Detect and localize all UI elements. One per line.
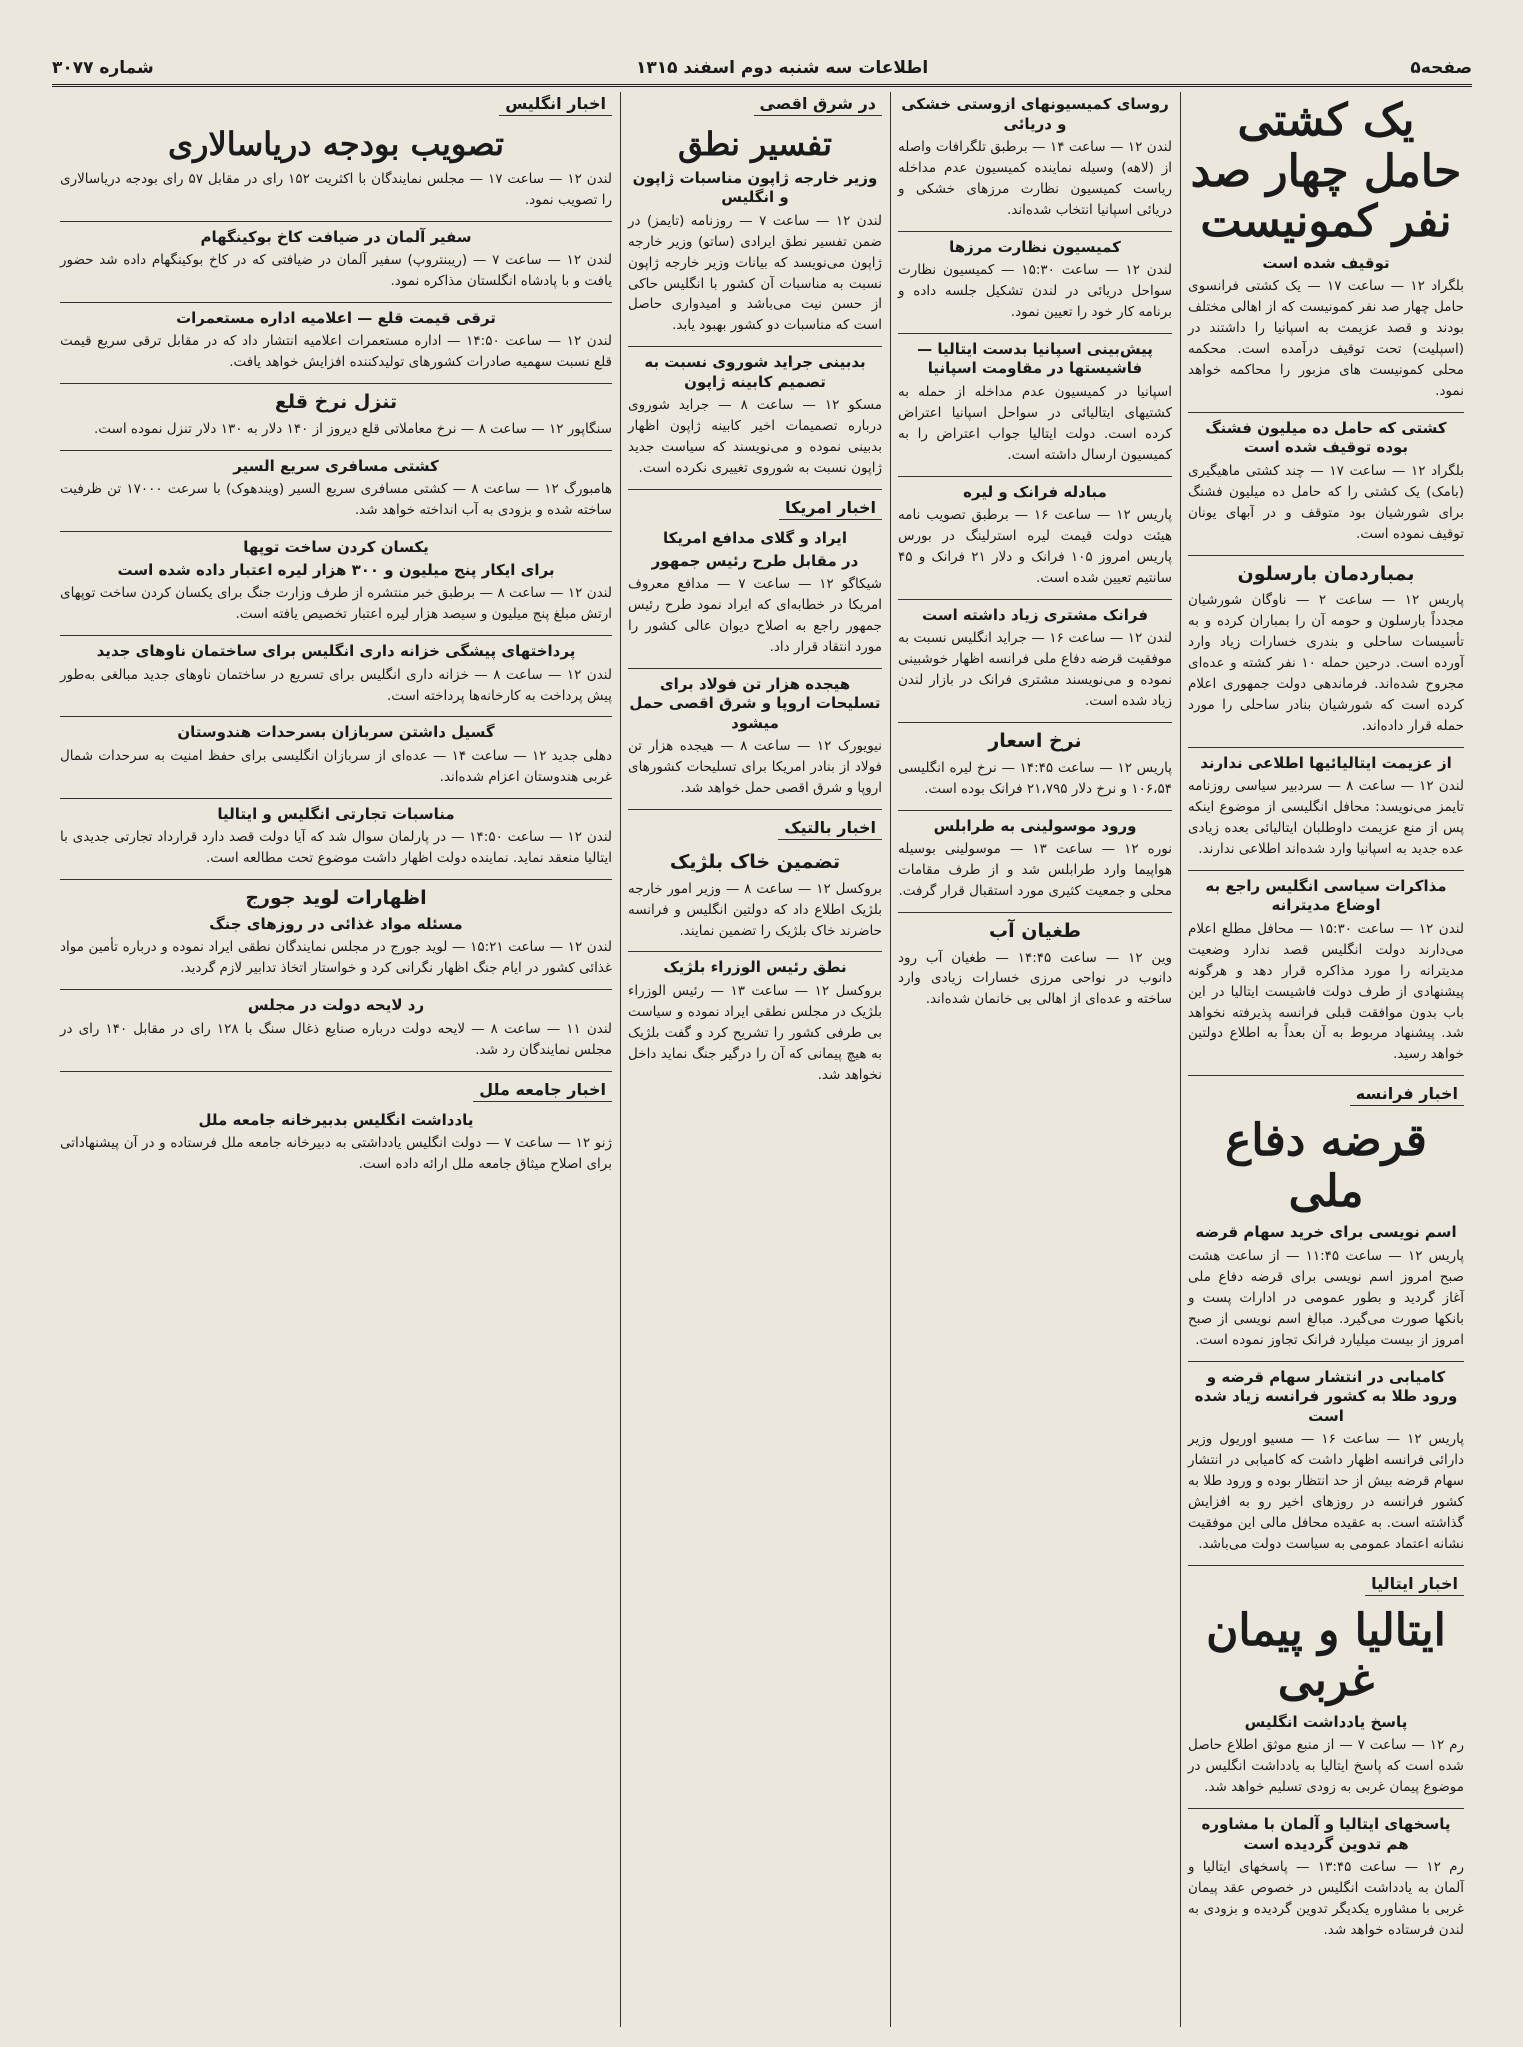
- article-subheadline: اسم نویسی برای خرید سهام قرضه: [1195, 1223, 1457, 1242]
- news-article: [628, 958, 882, 1085]
- article-headline: تضمین خاک بلژیک: [669, 850, 841, 873]
- article-subheadline: پاسخ یادداشت انگلیس: [1244, 1712, 1408, 1731]
- news-article: [628, 816, 882, 941]
- article-subheadline: مسئله مواد غذائی در روزهای جنگ: [209, 914, 463, 933]
- article-headline: تنزل نرخ قلع: [274, 391, 398, 414]
- article-body: لندن ۱۲ — ساعت ۱۵:۳۰ — کمیسیون نظارت سواحل دریائی در لندن تشکیل جلسه داده و برنامه کار خود را تعیین نمود.: [898, 262, 1172, 321]
- page-number: صفحه۵: [1410, 58, 1472, 78]
- article-headline: طغیان آب: [989, 919, 1081, 942]
- article-body: پاریس ۱۲ — ساعت ۲ — ناوگان شورشیان مجدداً بارسلون و حومه آن را بمباران کرده و به تأسیسات ساحلی و بندری خسارات زیاد وارد آورده است. درحین حمله ۱۰ نفر کشته و عده‌ای مجروح شده‌اند. فرماندهی دولت جمهوری اعلام کرده است که شورشیان بنادر ساحلی را مورد حمله قرار داده‌اند.: [1188, 592, 1464, 734]
- article-headline: یک کشتی حامل چهار صد نفر کمونیست: [1190, 95, 1462, 248]
- article-body: نیویورک ۱۲ — ساعت ۸ — هیجده هزار تن فولاد از بنادر امریکا برای تسلیحات کشورهای اروپا و شرق اقصی حمل خواهد شد.: [628, 738, 882, 797]
- article-headline: یکسان کردن ساخت توپها: [243, 538, 429, 557]
- article-separator: [60, 716, 612, 717]
- article-headline: ورود موسولینی به طرابلس: [933, 816, 1137, 835]
- news-article: [60, 538, 612, 625]
- article-headline: سفیر آلمان در ضیافت کاخ بوکینگهام: [200, 227, 472, 246]
- news-article: [1188, 754, 1464, 860]
- article-headline: بدبینی جراید شوروی نسبت به تصمیم کابینه ژاپون: [644, 353, 866, 391]
- article-headline: مذاکرات سیاسی انگلیس راجع به اوضاع مدیترانه: [1205, 876, 1447, 915]
- column-3: [620, 92, 890, 2027]
- news-article: [898, 919, 1172, 1010]
- article-body: بلگراد ۱۲ — ساعت ۱۷ — یک کشتی فرانسوی حامل چهار صد نفر کمونیست که از اهالی مختلف بودند و قصد عزیمت به اسپانیا را داشتند در (اسپلیت) تحت توقیف درآمده است. محکمه محلی کمونیست های مزبور را محاکمه خواهد نمود.: [1188, 278, 1464, 399]
- news-article: [1188, 1368, 1464, 1555]
- article-headline: مبادله فرانک و لیره: [963, 482, 1107, 501]
- article-headline: کمیسیون نظارت مرزها: [949, 237, 1121, 256]
- article-separator: [898, 333, 1172, 334]
- article-body: رم ۱۲ — ساعت ۱۳:۴۵ — پاسخهای ایتالیا و آلمان به یادداشت انگلیس در خصوص عقد پیمان غربی با مشاوره یکدیگر تدوین گردیده و بزودی به لندن فرستاده خواهد شد.: [1188, 1859, 1464, 1938]
- article-body: اسپانیا در کمیسیون عدم مداخله از حمله به کشتیهای ایتالیائی در سواحل اسپانیا اعتراض کرده است. دولت ایتالیا جواب اعتراض را به کمیسیون ارسال داشته است.: [898, 383, 1172, 463]
- article-separator: [898, 912, 1172, 913]
- article-separator: [1188, 1565, 1464, 1566]
- article-separator: [1188, 1075, 1464, 1076]
- article-separator: [898, 810, 1172, 811]
- news-article: [60, 723, 612, 787]
- newspaper-date: اطلاعات سه شنبه دوم اسفند ۱۳۱۵: [635, 58, 929, 78]
- article-headline: قرضه دفاع ملی: [1225, 1115, 1427, 1217]
- article-separator: [898, 599, 1172, 600]
- news-article: [60, 309, 612, 373]
- article-body: لندن ۱۲ — ساعت ۸ — سردبیر سیاسی روزنامه تایمز می‌نویسد: محافل انگلیسی از موضوع اینکه پس از منع عزیمت داوطلبان ایتالیائی بعده زیادی عده جدید به اسپانیا وارد شده‌اند اطلاعی ندارند.: [1188, 778, 1464, 857]
- article-headline: هیجده هزار تن فولاد برای تسلیحات اروپا و شرق اقصی حمل میشود: [629, 674, 881, 732]
- article-separator: [1188, 870, 1464, 871]
- article-headline: اظهارات لوید جورج: [245, 887, 427, 910]
- news-article: [60, 886, 612, 979]
- news-article: [898, 238, 1172, 323]
- news-article: [628, 496, 882, 658]
- news-article: [628, 92, 882, 336]
- section-rubric: اخبار فرانسه: [1350, 1082, 1464, 1106]
- article-separator: [628, 668, 882, 669]
- article-headline: رد لایحه دولت در مجلس: [247, 996, 425, 1015]
- article-body: لندن ۱۲ — ساعت ۷ — (ریبنتروپ) سفیر آلمان در ضیافتی که در کاخ بوکینگهام داده شد حضور یافت و با پادشاه انگلستان مذاکره نمود.: [60, 252, 612, 290]
- section-rubric: اخبار امریکا: [779, 496, 882, 520]
- news-article: [60, 805, 612, 869]
- article-subheadline: در مقابل طرح رئیس جمهور: [651, 551, 859, 570]
- article-headline: تصویب بودجه دریاسالاری: [167, 125, 505, 163]
- news-article: [60, 390, 612, 440]
- news-article: [60, 996, 612, 1060]
- article-body: لندن ۱۲ — ساعت ۱۵:۳۰ — محافل مطلع اعلام می‌دارند دولت انگلیس قصد ندارد وضعیت مدیترانه را مورد مذاکره قرار دهد و هرگونه پیشنهادی از طرف دولت فاشیست ایتالیا در این باب بدون موافقت قبلی فرانسه پذیرفته نخواهد شد. پیشنهاد مربوط به آن بعداً به اطلاع دولتین خواهد رسید.: [1188, 920, 1464, 1063]
- article-separator: [1188, 1808, 1464, 1809]
- news-article: [898, 483, 1172, 589]
- article-headline: ایتالیا و پیمان غربی: [1206, 1604, 1446, 1707]
- section-rubric: اخبار بالتیک: [778, 816, 882, 840]
- article-body: بروکسل ۱۲ — ساعت ۸ — وزیر امور خارجه بلژیک اطلاع داد که دولتین انگلیس و فرانسه حاضرند خاک بلژیک را تضمین نمایند.: [628, 880, 882, 939]
- article-body: لندن ۱۲ — ساعت ۱۵:۲۱ — لوید جورج در مجلس نمایندگان نطقی ایراد نموده و درباره تأمین مواد غذائی کشور در ایام جنگ اظهار نگرانی کرد و خواستار اتخاذ تدابیر لازم گردید.: [60, 939, 612, 977]
- article-separator: [60, 989, 612, 990]
- article-headline: گسیل داشتن سربازان بسرحدات هندوستان: [177, 723, 495, 742]
- article-body: پاریس ۱۲ — ساعت ۱۴:۴۵ — نرخ لیره انگلیسی ۱۰۶،۵۴ و نرخ دلار ۲۱،۷۹۵ فرانک بوده است.: [898, 759, 1172, 797]
- news-article: [60, 457, 612, 521]
- article-headline: تفسیر نطق: [678, 125, 832, 163]
- article-body: لندن ۱۱ — ساعت ۸ — لایحه دولت درباره صنایع ذغال سنگ با ۱۲۸ رای در مقابل ۱۴۰ رای در مجلس نمایندگان رد شد.: [60, 1020, 613, 1058]
- column-1: [1180, 92, 1472, 2027]
- article-headline: یادداشت انگلیس بدبیرخانه جامعه ملل: [198, 1110, 474, 1129]
- article-subheadline: توقیف شده است: [1262, 253, 1390, 272]
- article-headline: ترقی قیمت قلع — اعلامیه اداره مستعمرات: [176, 308, 496, 327]
- article-separator: [60, 450, 612, 451]
- news-article: [1188, 1815, 1464, 1941]
- news-article: [60, 228, 612, 292]
- article-separator: [898, 231, 1172, 232]
- article-body: لندن ۱۲ — ساعت ۱۶ — جراید انگلیس نسبت به موفقیت قرضه دفاع ملی فرانسه اظهار خوشبینی نموده و می‌نویسند مشتری فرانک در بازار لندن زیاد شده است.: [898, 630, 1173, 710]
- article-body: شیکاگو ۱۲ — ساعت ۷ — مدافع معروف امریکا در خطابه‌ای که ایراد نمود طرح رئیس جمهور راجع به اصلاح دیوان عالی کشور را مورد انتقاد قرار داد.: [628, 576, 882, 655]
- article-body: ژنو ۱۲ — ساعت ۷ — دولت انگلیس یادداشتی به دبیرخانه جامعه ملل فرستاده و در آن پیشنهاداتی برای اصلاح میثاق جامعه ملل ارائه داده است.: [60, 1135, 612, 1172]
- article-separator: [60, 798, 612, 799]
- article-headline: کشتی مسافری سریع السیر: [233, 456, 439, 475]
- article-body: پاریس ۱۲ — ساعت ۱۶ — مسیو اوریول وزیر دارائی فرانسه اظهار داشت که کامیابی در انتشار سهام قرضه بیش از حد انتظار بوده و ورود طلا به کشور فرانسه در روزهای اخیر رو به افزایش گذاشته است. به عقیده محافل مالی این موفقیت نشانه اعتماد عمومی به سیاست دولت می‌باشد.: [1188, 1431, 1464, 1552]
- news-article: [898, 95, 1172, 221]
- article-body: پاریس ۱۲ — ساعت ۱۶ — برطبق تصویب نامه هیئت دولت قیمت لیره استرلینگ در بورس پاریس امروز ۱۰۵ فرانک و دلار ۲۱ فرانک و ۴۵ سانتیم تعیین شده است.: [898, 507, 1172, 586]
- article-headline: نطق رئیس الوزراء بلژیک: [663, 958, 847, 977]
- news-article: [60, 642, 612, 706]
- article-headline: بمباردمان بارسلون: [1237, 562, 1415, 585]
- article-separator: [60, 635, 612, 636]
- article-body: بروکسل ۱۲ — ساعت ۱۳ — رئیس الوزراء بلژیک در مجلس نطقی ایراد نموده و سیاست بی طرفی کشور را تشریح کرد و گفت بلژیک به هیچ پیمانی که آن را درگیر جنگ نماید داخل نخواهد شد.: [628, 982, 882, 1083]
- section-rubric: در شرق اقصی: [754, 92, 882, 116]
- section-rubric: اخبار انگلیس: [499, 92, 612, 116]
- article-separator: [628, 489, 882, 490]
- article-subheadline: وزیر خارجه ژاپون مناسبات ژاپون و انگلیس: [632, 168, 878, 207]
- article-body: سنگاپور ۱۲ — ساعت ۸ — نرخ معاملاتی قلع دیروز از ۱۴۰ دلار به ۱۳۰ دلار تنزل نموده است.: [93, 421, 612, 438]
- news-article: [1188, 419, 1464, 545]
- news-article: [1188, 1572, 1464, 1798]
- article-body: وین ۱۲ — ساعت ۱۴:۴۵ — طغیان آب رود دانوب در نواحی مرزی خسارات زیادی وارد ساخته و عده‌ای از اهالی بی خانمان شده‌اند.: [898, 949, 1172, 1008]
- article-separator: [1188, 412, 1464, 413]
- article-separator: [60, 531, 612, 532]
- news-article: [898, 340, 1172, 466]
- article-separator: [628, 951, 882, 952]
- column-2: [890, 92, 1180, 2027]
- article-separator: [60, 1071, 612, 1072]
- article-body: لندن ۱۲ — ساعت ۸ — برطبق خبر منتشره از طرف وزارت جنگ برای یکسان کردن ساخت توپهای ارتش مبلغ پنج میلیون و سیصد هزار لیره اعتبار تخصیص یافته است.: [60, 585, 612, 623]
- article-body: لندن ۱۲ — ساعت ۱۴:۵۰ — اداره مستعمرات اعلامیه انتشار داد که در مقابل ترقی سریع قیمت قلع نسبت سهمیه صادرات کشورهای تولیدکننده افزایش خواهد یافت.: [60, 333, 612, 371]
- article-body: دهلی جدید ۱۲ — ساعت ۱۴ — عده‌ای از سربازان انگلیسی برای حفظ امنیت به سرحدات شمال غربی هندوستان اعزام شده‌اند.: [60, 747, 612, 785]
- article-separator: [1188, 1361, 1464, 1362]
- masthead: [52, 52, 1472, 87]
- article-separator: [1188, 555, 1464, 556]
- article-body: لندن ۱۲ — ساعت ۱۴ — برطبق تلگرافات واصله از (لاهه) وسیله نماینده کمیسیون عدم مداخله ریاست کمیسیون نظارت مرزهای خشکی و دریائی اسپانیا انتخاب شده‌اند.: [898, 139, 1172, 218]
- article-separator: [60, 879, 612, 880]
- article-headline: پیش‌بینی اسپانیا بدست ایتالیا — فاشیستها در مقاومت اسپانیا: [917, 339, 1153, 378]
- article-separator: [60, 302, 612, 303]
- article-body: نوره ۱۲ — ساعت ۱۳ — موسولینی بوسیله هواپیما وارد طرابلس شد و از طرف مقامات محلی و جمعیت کثیری مورد استقبال قرار گرفت.: [898, 841, 1172, 899]
- article-body: رم ۱۲ — ساعت ۷ — از منبع موثق اطلاع حاصل شده است که پاسخ ایتالیا به یادداشت انگلیس در موضوع پیمان غربی به زودی تسلیم خواهد شد.: [1188, 1737, 1464, 1796]
- section-rubric: اخبار جامعه ملل: [473, 1078, 612, 1102]
- article-body: لندن ۱۲ — ساعت ۸ — خزانه داری انگلیس برای تسریع در ساختمان ناوهای جدید مبالغی به‌طور پیش پرداخت به کارخانه‌ها پرداخته است.: [60, 666, 612, 704]
- article-headline: روسای کمیسیونهای ازوستی خشکی و دریائی: [901, 95, 1169, 133]
- news-article: [60, 92, 612, 211]
- news-article: [1188, 1082, 1464, 1350]
- article-body: هامبورگ ۱۲ — ساعت ۸ — کشتی مسافری سریع السیر (ویندهوک) با سرعت ۱۷۰۰۰ تن ظرفیت ساخته شده و بزودی به آب انداخته خواهد شد.: [60, 481, 613, 519]
- article-headline: مناسبات تجارتی انگلیس و ایتالیا: [217, 804, 455, 823]
- article-body: لندن ۱۲ — ساعت ۱۷ — مجلس نمایندگان با اکثریت ۱۵۲ رای در مقابل ۵۷ رای بودجه دریاسالاری را تصویب نمود.: [60, 170, 612, 208]
- article-body: مسکو ۱۲ — ساعت ۸ — جراید شوروی درباره تصمیمات اخیر کابینه ژاپون اظهار بدبینی نموده و می‌نویسند که سیاست جدید ژاپون نسبت به شوروی تغییری نکرده است.: [628, 397, 882, 477]
- news-article: [1188, 877, 1464, 1065]
- article-headline: پرداختهای پیشگی خزانه داری انگلیس برای ساختمان ناوهای جدید: [96, 642, 576, 661]
- article-separator: [898, 722, 1172, 723]
- article-body: بلگراد ۱۲ — ساعت ۱۷ — چند کشتی ماهیگیری (بامک) یک کشتی را که حامل ده میلیون فشنگ برای شورشیان بود متوقف و در آبهای یونان توقیف نموده است.: [1188, 462, 1464, 542]
- article-headline: از عزیمت ایتالیائیها اطلاعی ندارند: [1200, 753, 1452, 772]
- article-headline: نرخ اسعار: [988, 730, 1082, 753]
- news-article: [1188, 96, 1464, 402]
- article-headline: پاسخهای ایتالیا و آلمان با مشاوره هم تدوین گردیده است: [1201, 1815, 1451, 1853]
- article-separator: [628, 809, 882, 810]
- news-article: [60, 1078, 612, 1175]
- news-article: [1188, 562, 1464, 737]
- news-article: [898, 606, 1172, 712]
- news-article: [898, 817, 1172, 902]
- column-4: [52, 92, 620, 2027]
- article-separator: [628, 346, 882, 347]
- article-headline: کشتی که حامل ده میلیون فشنگ بوده توقیف شده است: [1205, 418, 1447, 457]
- article-headline: کامیابی در انتشار سهام قرضه و ورود طلا به کشور فرانسه زیاد شده است: [1194, 1367, 1458, 1425]
- article-body: لندن ۱۲ — ساعت ۱۴:۵۰ — در پارلمان سوال شد که آیا دولت قصد دارد قرارداد تجارتی جدیدی با ایتالیا منعقد نماید. نماینده دولت اظهار داشت موضوع تحت مطالعه است.: [60, 829, 613, 867]
- news-article: [898, 729, 1172, 800]
- article-separator: [60, 221, 612, 222]
- article-headline: ایراد و گلای مدافع امریکا: [663, 529, 847, 548]
- article-separator: [1188, 747, 1464, 748]
- article-headline: فرانک مشتری زیاد داشته است: [921, 605, 1149, 624]
- article-subheadline: برای ایکار پنج میلیون و ۳۰۰ هزار لیره اعتبار داده شده است: [117, 560, 555, 579]
- article-separator: [898, 476, 1172, 477]
- article-body: لندن ۱۲ — ساعت ۷ — روزنامه (تایمز) در ضمن تفسیر نطق ایرادی (ساتو) وزیر خارجه ژاپون می‌نویسد که بیانات وزیر خارجه ژاپون نسبت به مناسبات آن کشور با انگلیس حاکی از حسن نیت می‌باشد و امیدواری حاصل است که مناسبات دو کشور بهبود یابد.: [628, 212, 882, 334]
- news-article: [628, 675, 882, 799]
- article-separator: [60, 383, 612, 384]
- issue-number: شماره ۳۰۷۷: [52, 58, 154, 78]
- article-body: پاریس ۱۲ — ساعت ۱۱:۴۵ — از ساعت هشت صبح امروز اسم نویسی برای قرضه دفاع ملی آغاز گردید و بطور عمومی در ادارات پست و بانکها صورت می‌گیرد. مبالغ اسم نویسی از صبح امروز از بیست میلیارد فرانک تجاوز نموده است.: [1188, 1247, 1464, 1348]
- section-rubric: اخبار ایتالیا: [1365, 1572, 1464, 1596]
- news-article: [628, 353, 882, 479]
